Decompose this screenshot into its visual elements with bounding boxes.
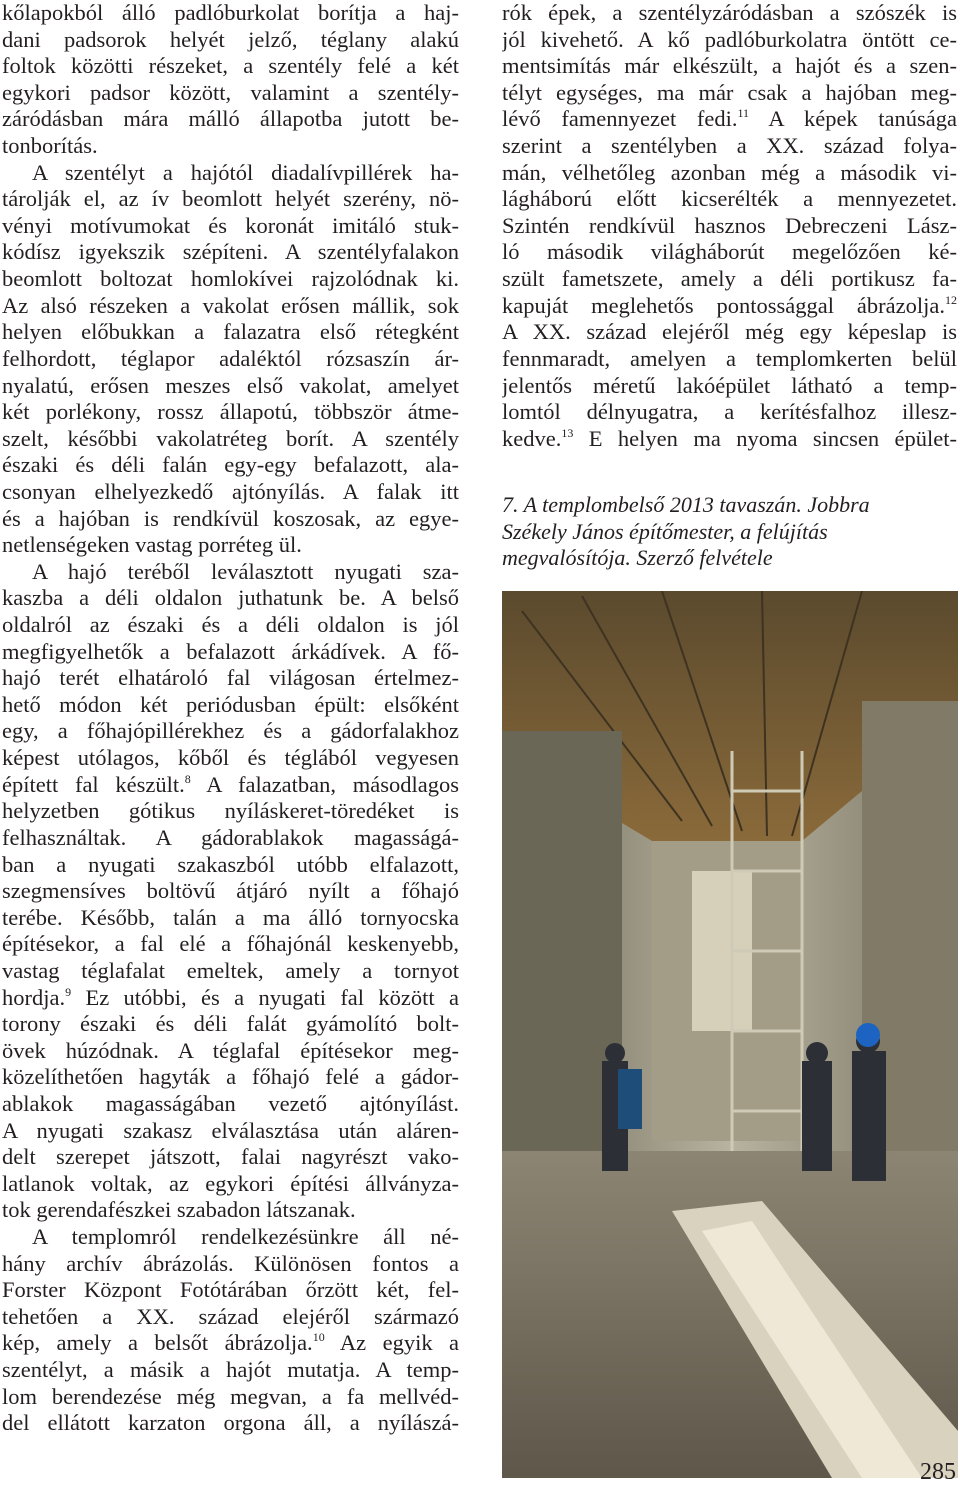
text-run: és a hajóban is rendkívül koszosak, az egye- [2, 505, 459, 531]
text-line [502, 27, 957, 54]
text-line [2, 80, 459, 107]
text-line [2, 399, 459, 426]
text-line [2, 612, 459, 639]
text-line [2, 106, 459, 133]
text-run: szerint a szentélyben a XX. század folya- [502, 133, 957, 159]
text-line [2, 798, 459, 825]
text-run: A hajó teréből leválasztott nyugati sza- [32, 558, 459, 584]
text-line [2, 852, 459, 879]
text-run: foltok közötti részeket, a szentély felé a két [2, 53, 459, 79]
text-line [502, 399, 957, 426]
left-text-column [2, 0, 459, 1437]
text-line [502, 319, 957, 346]
text-run: képest utólagos, kőből és téglából vegyesen [2, 745, 459, 771]
text-line [502, 426, 957, 453]
text-line [502, 239, 957, 266]
text-run: lom berendezése még megvan, a fa mellvéd- [2, 1383, 459, 1409]
text-line [2, 745, 459, 772]
text-line [2, 133, 459, 160]
text-line [2, 585, 459, 612]
text-line [2, 346, 459, 373]
text-line [2, 878, 459, 905]
caption-line: Székely János építőmester, a felújítás [502, 518, 828, 544]
text-run: egy, a főhajópillérekhez és a gádorfalakhoz [2, 718, 459, 744]
text-line [502, 53, 957, 80]
text-run: latlanok voltak, az egykori építési állványza- [2, 1170, 459, 1196]
text-run: csonyan elhelyezkedő ajtónyílás. A falak itt [2, 478, 459, 504]
text-run: A falazatban, másodlagos [190, 771, 459, 797]
text-line [2, 718, 459, 745]
text-run: tehetően a XX. század elejéről származó [2, 1303, 459, 1329]
text-line [502, 106, 957, 133]
text-run: lomtól délnyugatra, a kerítésfalhoz illesz- [502, 399, 957, 425]
text-run: helyen előbukkan a falazatra első rétegként [2, 319, 459, 345]
text-line [2, 160, 459, 187]
text-line [2, 1144, 459, 1171]
text-line [2, 1224, 459, 1251]
text-line [2, 1091, 459, 1118]
footnote-ref: 9 [65, 984, 72, 999]
text-line [2, 532, 459, 559]
text-run: kapuját meglehetős pontossággal ábrázolja. [502, 292, 945, 318]
text-run: tárolják el, az ív beomlott helyét szerény, nö- [2, 186, 459, 212]
text-line [2, 1304, 459, 1331]
text-line [2, 319, 459, 346]
text-run: A XX. század elejéről még egy képeslap is [502, 319, 957, 345]
text-run: jelentős méretű lakóépület látható a temp- [502, 372, 957, 398]
right-text-column [502, 0, 957, 452]
text-run: szegmensíves boltövű átjáró nyílt a főhajó [2, 878, 459, 904]
text-line [502, 213, 957, 240]
text-line [2, 639, 459, 666]
text-run: szelt, későbbi vakolatréteg borít. A szentély [2, 425, 459, 451]
text-line [2, 1277, 459, 1304]
text-line [2, 985, 459, 1012]
text-run: beomlott boltozat homlokívei rajzolódnak ki. [2, 266, 459, 292]
text-run: övek húzódnak. A téglafal építésekor meg- [2, 1037, 459, 1063]
text-line [2, 426, 459, 453]
text-run: szült fametszete, amely a déli portikusz fa- [502, 266, 957, 292]
text-line [2, 53, 459, 80]
text-run: terébe. Később, talán a ma álló tornyocska [2, 904, 459, 930]
text-line [2, 1064, 459, 1091]
text-run: lágháború előtt kicserélték a mennyezetet. [502, 186, 957, 212]
text-run: vényi motívumokat és koronát imitáló stuk- [2, 212, 459, 238]
text-run: ló második világháborút megelőzően ké- [502, 239, 957, 265]
text-run: építésekor, a fal elé a főhajónál keskenyebb, [2, 931, 459, 957]
caption-line: megvalósítója. Szerző felvétele [502, 545, 773, 570]
church-interior-photo [502, 591, 958, 1478]
text-run: télyt egységes, ma már csak a hajóban meg- [502, 79, 957, 105]
text-line [502, 80, 957, 107]
text-run: felhasználtak. A gádorablakok magasságá- [2, 824, 459, 850]
text-line [2, 772, 459, 799]
text-run: Az egyik a [324, 1330, 459, 1356]
text-line [2, 1330, 459, 1357]
text-run: A nyugati szakasz elválasztása után aláren- [2, 1117, 459, 1143]
text-run: delt szerepet játszott, falai nagyrészt vako- [2, 1144, 459, 1170]
text-run: oldalról az északi és a déli oldalon is jól [2, 612, 459, 638]
text-line [2, 559, 459, 586]
text-line [2, 213, 459, 240]
text-run: kaszba a déli oldalon juthatunk be. A belső [2, 585, 459, 611]
text-run: Forster Központ Fotótárában őrzött két, fel- [2, 1277, 459, 1303]
text-line [2, 1118, 459, 1145]
text-run: kőlapokból álló padlóburkolat borítja a haj- [2, 0, 459, 25]
text-run: közelíthetően hagyták a főhajó felé a gádor- [2, 1064, 459, 1090]
text-run: ban a nyugati szakaszból utóbb elfalazott, [2, 851, 459, 877]
text-line [2, 905, 459, 932]
text-line [2, 1011, 459, 1038]
text-line [2, 1384, 459, 1411]
text-run: egykori padsor között, valamint a szentély- [2, 79, 459, 105]
text-line [502, 0, 957, 27]
caption-line: 7. A templombelső 2013 tavaszán. Jobbra [502, 492, 870, 517]
text-line [2, 293, 459, 320]
text-run: északi és déli falán egy-egy befalazott, ala- [2, 452, 459, 478]
text-run: tonborítás. [2, 133, 98, 159]
text-run: felhordott, téglapor adaléktól rózsaszín ár- [2, 345, 459, 371]
text-line [2, 1410, 459, 1437]
text-run: torony északi és déli falát gyámolító bolt- [2, 1011, 459, 1037]
text-run: Ez utóbbi, és a nyugati fal között a [71, 984, 459, 1010]
text-line [2, 1251, 459, 1278]
text-line [502, 346, 957, 373]
text-run: kedve. [502, 425, 562, 451]
text-run: nyalatú, erősen meszes első vakolat, amelyet [2, 372, 459, 398]
text-run: lévő famennyezet fedi. [502, 106, 738, 132]
text-run: del ellátott karzaton orgona áll, a nyílászá- [2, 1410, 459, 1436]
text-line [502, 373, 957, 400]
text-line [2, 931, 459, 958]
text-line [2, 692, 459, 719]
text-run: hajó terét elhatároló fal világosan értelmez- [2, 665, 459, 691]
text-run: A szentélyt a hajótól diadalívpillérek ha- [32, 159, 459, 185]
text-line [502, 266, 957, 293]
text-run: rók épek, a szentélyzáródásban a szószék is [502, 0, 957, 25]
text-line [2, 1038, 459, 1065]
footnote-ref: 12 [945, 292, 957, 307]
footnote-ref: 8 [184, 771, 191, 786]
text-run: épített fal készült. [2, 771, 185, 797]
text-line [2, 239, 459, 266]
text-line [2, 186, 459, 213]
text-line [2, 506, 459, 533]
text-run: tok gerendafészkei szabadon látszanak. [2, 1197, 356, 1223]
text-line [2, 1171, 459, 1198]
text-line [2, 373, 459, 400]
text-run: jól kivehető. A kő padlóburkolatra öntött ce- [502, 26, 957, 52]
text-run: ablakok magasságában vezető ajtónyílást. [2, 1090, 459, 1116]
text-line [2, 665, 459, 692]
text-run: záródásban mára málló állapotba jutott be- [2, 106, 459, 132]
text-line [2, 266, 459, 293]
footnote-ref: 13 [561, 425, 574, 440]
text-line [2, 0, 459, 27]
text-line [502, 133, 957, 160]
text-line [2, 825, 459, 852]
text-run: A képek tanúsága [749, 106, 957, 132]
text-run: Szintén rendkívül hasznos Debreczeni Lász- [502, 212, 957, 238]
text-run: Az alsó részeken a vakolat erősen mállik, sok [2, 292, 459, 318]
text-line [2, 27, 459, 54]
text-run: megfigyelhetők a befalazott árkádívek. A fő- [2, 638, 459, 664]
text-line [502, 293, 957, 320]
text-run: A templomról rendelkezésünkre áll né- [32, 1224, 459, 1250]
text-run: hány archív ábrázolás. Különösen fontos a [2, 1250, 459, 1276]
footnote-ref: 10 [312, 1330, 325, 1345]
text-run: dani padsorok helyét jelző, téglany alakú [2, 26, 459, 52]
text-line [502, 160, 957, 187]
text-run: kódísz igyekszik szépíteni. A szentélyfalakon [2, 239, 459, 265]
text-line [2, 958, 459, 985]
text-run: szentélyt, a másik a hajót mutatja. A temp- [2, 1357, 459, 1383]
text-run: E helyen ma nyoma sincsen épület- [573, 425, 957, 451]
text-run: vastag téglafalat emeltek, amely a tornyot [2, 957, 459, 983]
text-run: helyzetben gótikus nyíláskeret-töredéket is [2, 798, 459, 824]
text-run: hető módon két periódusban épült: elsőként [2, 691, 459, 717]
text-line [502, 186, 957, 213]
page-number: 285 [920, 1459, 956, 1485]
text-run: hordja. [2, 984, 66, 1010]
text-line [2, 1197, 459, 1224]
text-run: mentsimítás már elkészült, a hajót és a szen- [502, 53, 957, 79]
text-run: mán, vélhetőleg azonban még a második vi- [502, 159, 957, 185]
figure-caption [502, 492, 960, 572]
text-run: kép, amely a belsőt ábrázolja. [2, 1330, 313, 1356]
text-run: fennmaradt, amelyen a templomkerten belül [502, 345, 957, 371]
text-run: netlenségeken vastag porréteg ül. [2, 532, 302, 558]
text-line [2, 479, 459, 506]
text-line [2, 452, 459, 479]
footnote-ref: 11 [737, 106, 750, 121]
text-run: két porlékony, rossz állapotú, többször átme- [2, 399, 459, 425]
text-line [2, 1357, 459, 1384]
